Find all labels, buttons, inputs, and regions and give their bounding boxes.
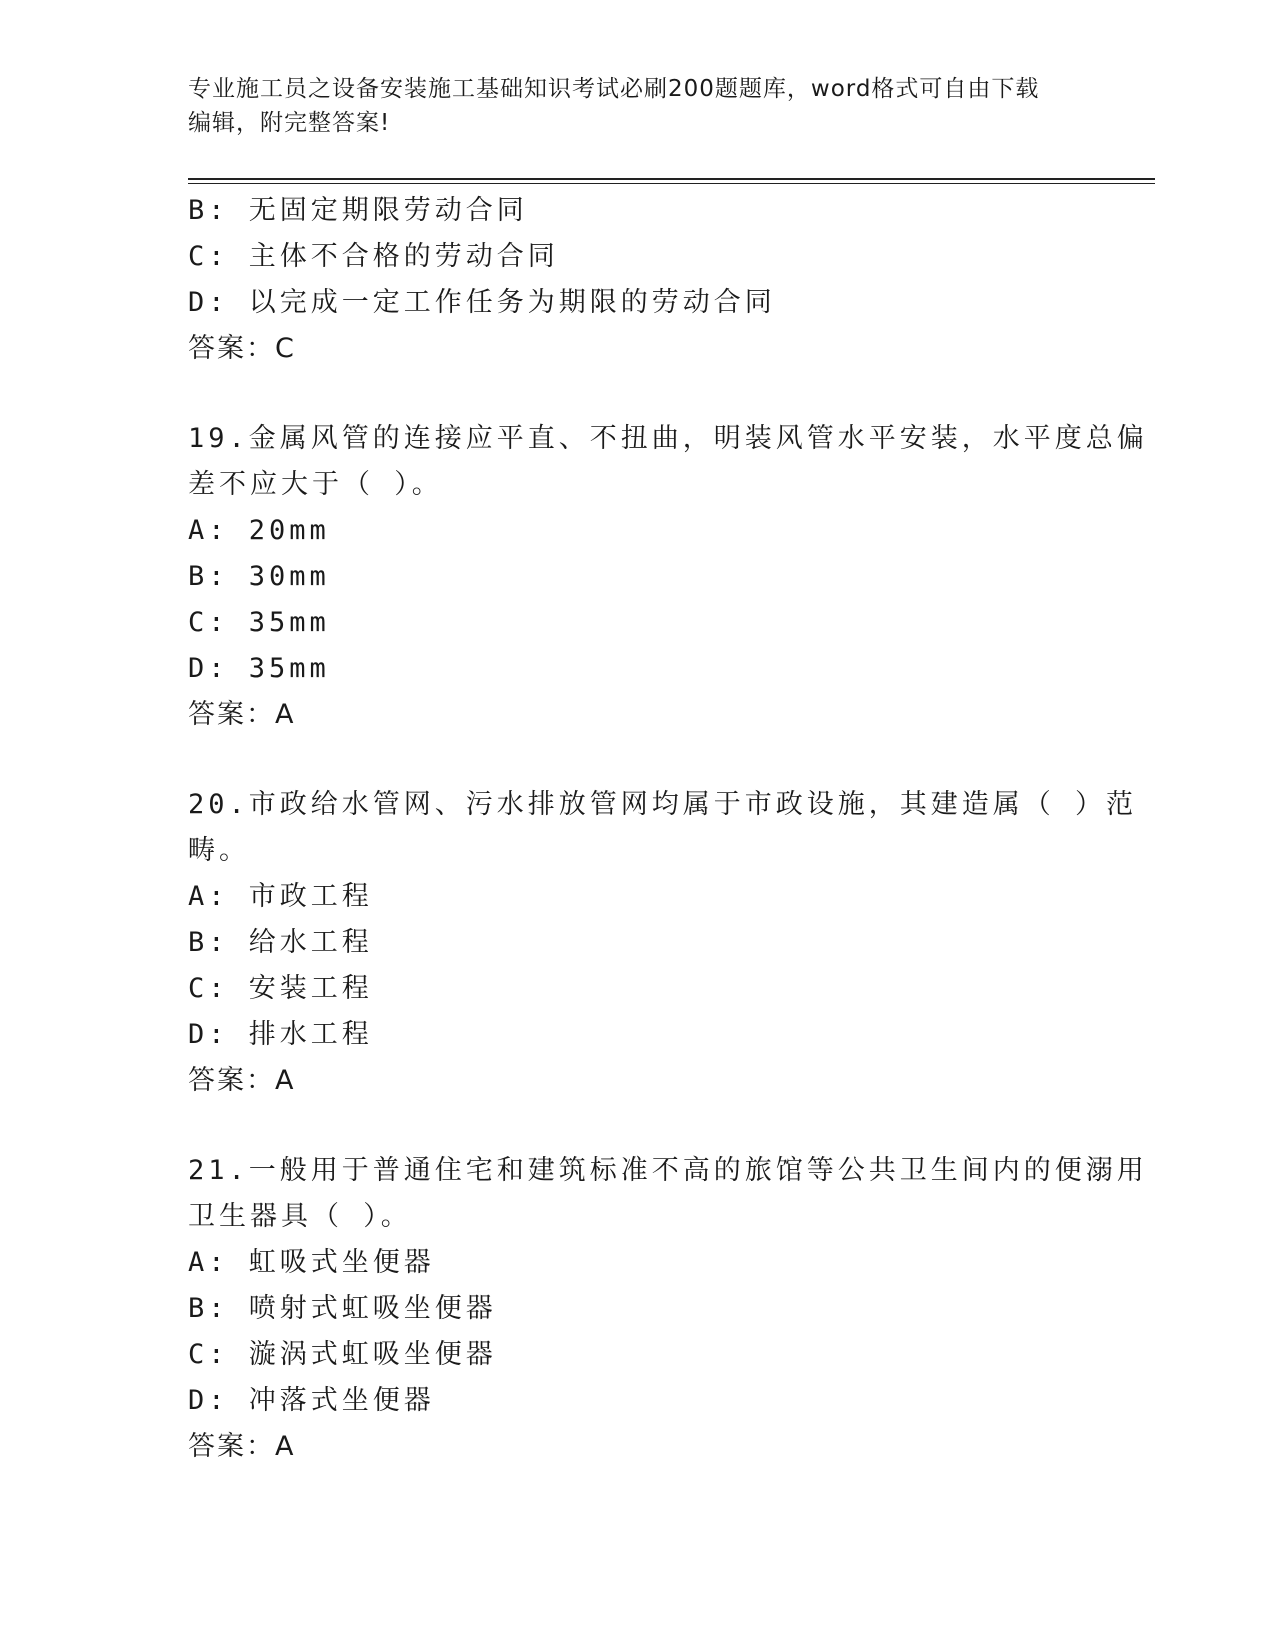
question-stem-cont: 畴。	[188, 835, 250, 866]
answer-line: 答案：A	[188, 699, 296, 730]
option-d: D: 以完成一定工作任务为期限的劳动合同	[188, 287, 776, 318]
header-line-2: 编辑，附完整答案!	[188, 110, 391, 136]
option-d: D: 35mm	[188, 653, 330, 684]
question-stem: 19.金属风管的连接应平直、不扭曲，明装风管水平安装，水平度总偏	[188, 423, 1148, 454]
question-block-19	[188, 416, 1148, 738]
question-stem-cont: 卫生器具（ ）。	[188, 1201, 412, 1232]
answer-line: 答案：A	[188, 1431, 296, 1462]
header-line-1: 专业施工员之设备安装施工基础知识考试必刷200题题库，word格式可自由下载	[188, 76, 1040, 102]
header-rule-thick	[188, 178, 1155, 180]
option-d: D: 排水工程	[188, 1019, 373, 1050]
option-c: C: 35mm	[188, 607, 330, 638]
question-stem-cont: 差不应大于（ ）。	[188, 469, 443, 500]
option-a: A: 市政工程	[188, 881, 373, 912]
option-b: B: 给水工程	[188, 927, 373, 958]
option-b: B: 喷射式虹吸坐便器	[188, 1293, 497, 1324]
document-header	[188, 72, 1088, 140]
question-block-21	[188, 1148, 1148, 1470]
option-c: C: 安装工程	[188, 973, 373, 1004]
spacer	[188, 372, 1088, 416]
question-list	[188, 188, 1148, 1470]
option-a: A: 20mm	[188, 515, 330, 546]
spacer	[188, 738, 1088, 782]
option-b: B: 30mm	[188, 561, 330, 592]
option-b: B: 无固定期限劳动合同	[188, 195, 528, 226]
question-block-20	[188, 782, 1138, 1104]
answer-line: 答案：A	[188, 1065, 296, 1096]
answer-line: 答案：C	[188, 333, 296, 364]
option-c: C: 漩涡式虹吸坐便器	[188, 1339, 497, 1370]
question-stem: 20.市政给水管网、污水排放管网均属于市政设施，其建造属（ ）范	[188, 789, 1138, 820]
question-stem: 21.一般用于普通住宅和建筑标准不高的旅馆等公共卫生间内的便溺用	[188, 1155, 1148, 1186]
option-a: A: 虹吸式坐便器	[188, 1247, 435, 1278]
option-d: D: 冲落式坐便器	[188, 1385, 435, 1416]
question-block-18	[188, 188, 1088, 372]
header-rule-thin	[188, 183, 1155, 184]
option-c: C: 主体不合格的劳动合同	[188, 241, 559, 272]
spacer	[188, 1104, 1088, 1148]
